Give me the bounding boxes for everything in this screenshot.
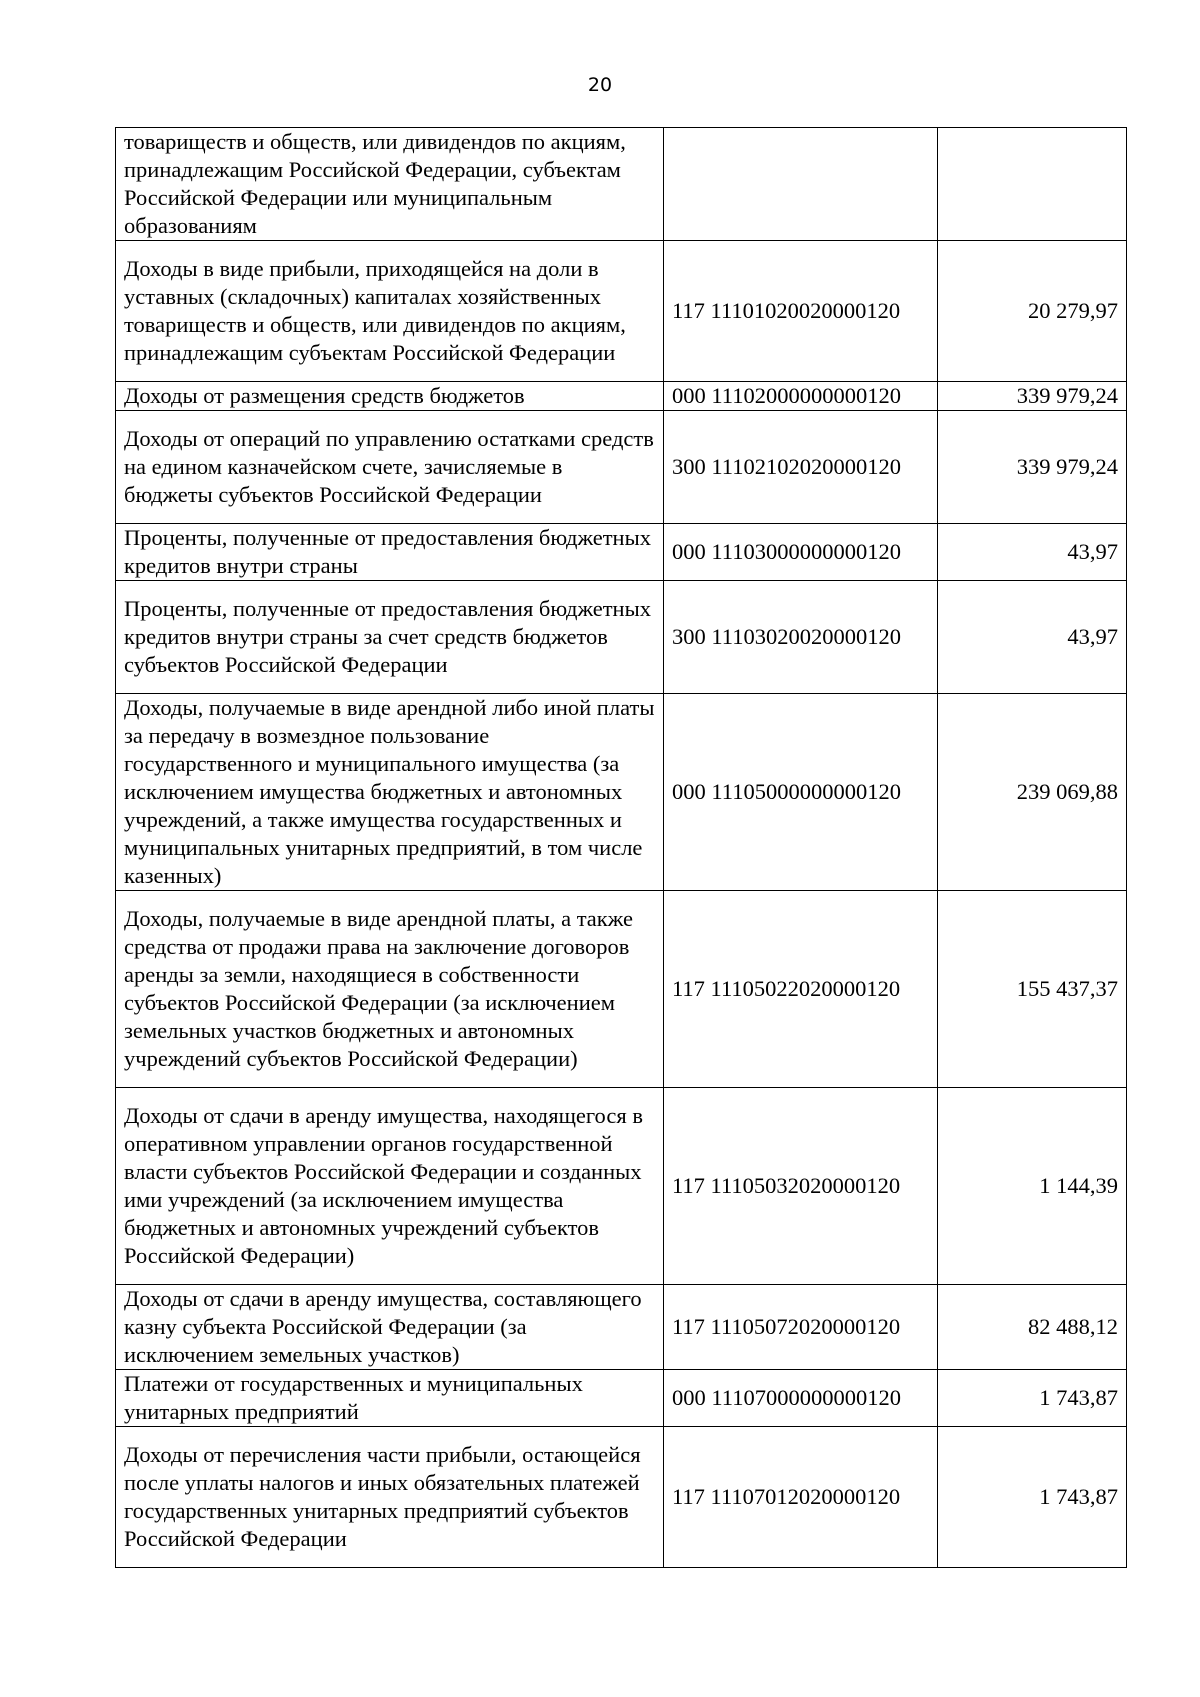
table-row (116, 1285, 1127, 1370)
budget-code-cell: 117 11105022020000120 (664, 891, 938, 1088)
revenue-name-cell: Доходы, получаемые в виде арендной платы, а также средства от продажи права на заключение договоров аренды за земли, находящиеся в собственности субъектов Российской Федерации (за исключением земельных участков бюджетных и автономных учреждений субъектов Российской Федерации) (116, 891, 664, 1088)
budget-code-cell: 000 11107000000000120 (664, 1370, 938, 1427)
revenue-name-cell: Проценты, полученные от предоставления бюджетных кредитов внутри страны за счет средств бюджетов субъектов Российской Федерации (116, 581, 664, 694)
revenue-name-cell: Проценты, полученные от предоставления бюджетных кредитов внутри страны (116, 524, 664, 581)
table-row (116, 1370, 1127, 1427)
amount-cell: 339 979,24 (938, 382, 1127, 411)
table-row (116, 581, 1127, 694)
table-row (116, 241, 1127, 382)
amount-cell: 239 069,88 (938, 694, 1127, 891)
budget-code-cell: 117 11101020020000120 (664, 241, 938, 382)
budget-code-cell: 000 11105000000000120 (664, 694, 938, 891)
table-row (116, 891, 1127, 1088)
revenue-name-cell: Доходы от сдачи в аренду имущества, составляющего казну субъекта Российской Федерации (за исключением земельных участков) (116, 1285, 664, 1370)
revenue-name-cell: товариществ и обществ, или дивидендов по акциям, принадлежащим Российской Федерации, субъектам Российской Федерации или муниципальным образованиям (116, 128, 664, 241)
revenue-name-cell: Доходы от сдачи в аренду имущества, находящегося в оперативном управлении органов государственной власти субъектов Российской Федерации и созданных ими учреждений (за исключением имущества бюджетных и автономных учреждений субъектов Российской Федерации) (116, 1088, 664, 1285)
revenue-name-cell: Доходы от перечисления части прибыли, остающейся после уплаты налогов и иных обязательных платежей государственных унитарных предприятий субъектов Российской Федерации (116, 1427, 664, 1568)
table-row (116, 128, 1127, 241)
amount-cell: 1 144,39 (938, 1088, 1127, 1285)
amount-cell: 43,97 (938, 581, 1127, 694)
amount-cell (938, 128, 1127, 241)
revenue-name-cell: Доходы от размещения средств бюджетов (116, 382, 664, 411)
budget-code-cell: 300 11103020020000120 (664, 581, 938, 694)
amount-cell: 20 279,97 (938, 241, 1127, 382)
revenue-name-cell: Доходы от операций по управлению остатками средств на едином казначейском счете, зачисляемые в бюджеты субъектов Российской Федерации (116, 411, 664, 524)
page-number: 20 (587, 74, 613, 96)
budget-code-cell: 117 11107012020000120 (664, 1427, 938, 1568)
amount-cell: 1 743,87 (938, 1427, 1127, 1568)
revenue-name-cell: Доходы в виде прибыли, приходящейся на доли в уставных (складочных) капиталах хозяйственных товариществ и обществ, или дивидендов по акциям, принадлежащим субъектам Российской Федерации (116, 241, 664, 382)
revenue-name-cell: Доходы, получаемые в виде арендной либо иной платы за передачу в возмездное пользование государственного и муниципального имущества (за исключением имущества бюджетных и автономных учреждений, а также имущества государственных и муниципальных унитарных предприятий, в том числе казенных) (116, 694, 664, 891)
budget-code-cell (664, 128, 938, 241)
table-row (116, 382, 1127, 411)
amount-cell: 155 437,37 (938, 891, 1127, 1088)
table-row (116, 694, 1127, 891)
amount-cell: 43,97 (938, 524, 1127, 581)
amount-cell: 1 743,87 (938, 1370, 1127, 1427)
table-row (116, 524, 1127, 581)
budget-code-cell: 117 11105032020000120 (664, 1088, 938, 1285)
budget-code-cell: 300 11102102020000120 (664, 411, 938, 524)
budget-revenue-table (115, 127, 1127, 1568)
budget-code-cell: 000 11103000000000120 (664, 524, 938, 581)
budget-code-cell: 000 11102000000000120 (664, 382, 938, 411)
table-row (116, 1088, 1127, 1285)
revenue-name-cell: Платежи от государственных и муниципальных унитарных предприятий (116, 1370, 664, 1427)
amount-cell: 339 979,24 (938, 411, 1127, 524)
table-row (116, 1427, 1127, 1568)
budget-code-cell: 117 11105072020000120 (664, 1285, 938, 1370)
table-row (116, 411, 1127, 524)
amount-cell: 82 488,12 (938, 1285, 1127, 1370)
